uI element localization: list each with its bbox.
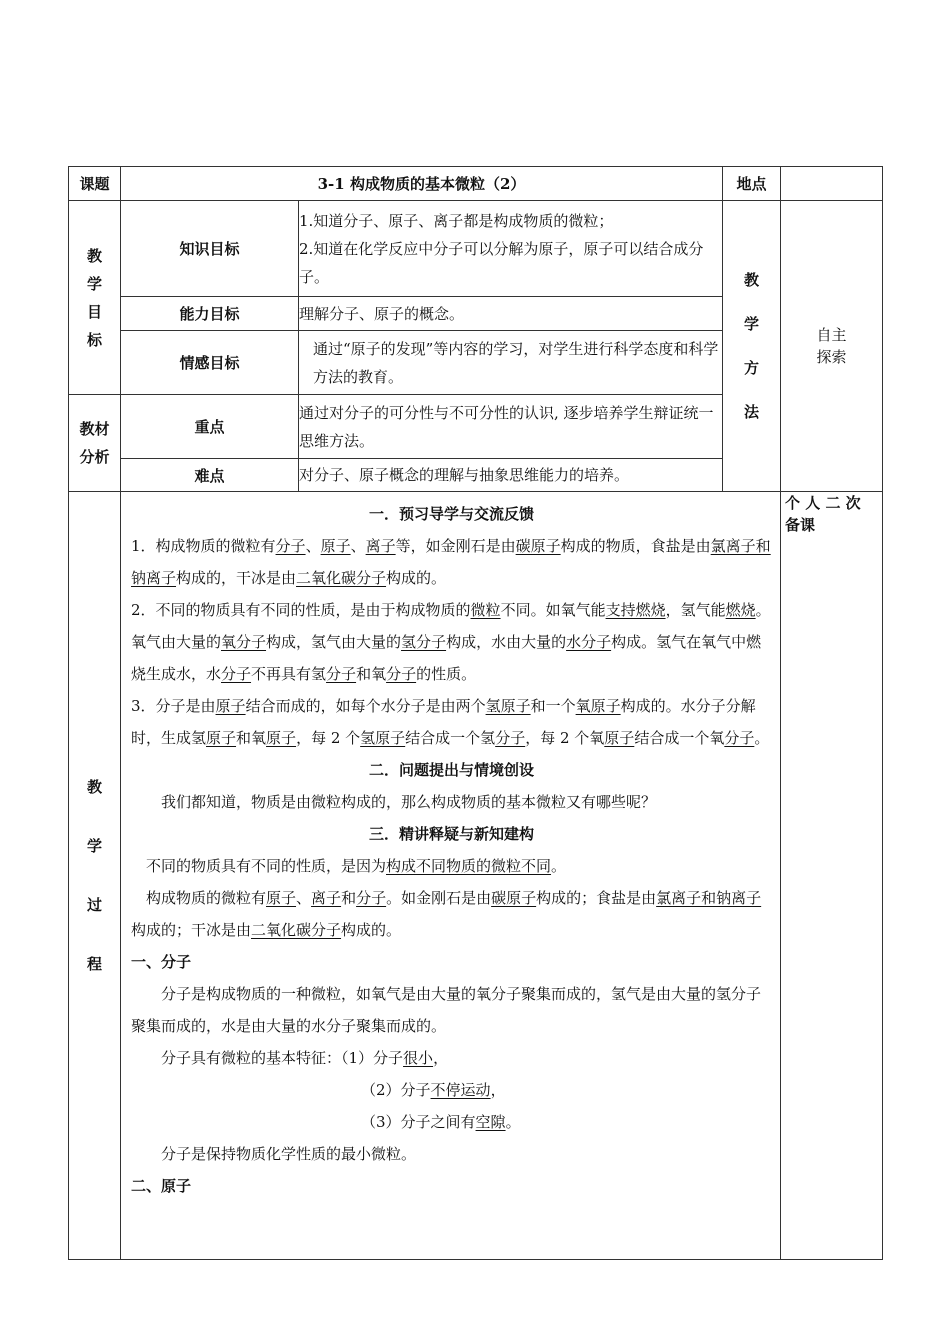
knowledge-text bbox=[299, 201, 723, 297]
key-label: 重点 bbox=[121, 395, 299, 459]
objectives-section-label bbox=[69, 201, 121, 395]
place-label: 地点 bbox=[723, 167, 781, 201]
molecule-definition: 分子是保持物质化学性质的最小微粒。 bbox=[161, 1145, 417, 1163]
knowledge-label: 知识目标 bbox=[121, 201, 299, 297]
topic-label: 课题 bbox=[69, 167, 121, 201]
process-row bbox=[69, 492, 883, 1260]
key-text: 通过对分子的可分性与不可分性的认识, 逐步培养学生辩证统一思维方法。 bbox=[299, 395, 723, 459]
difficult-label: 难点 bbox=[121, 459, 299, 492]
topic-value: 3-1 构成物质的基本微粒（2） bbox=[121, 167, 723, 201]
process-content bbox=[121, 492, 781, 1260]
method-value bbox=[781, 201, 883, 492]
personal-prep-text: 个 人 二 次 备课 bbox=[785, 494, 861, 534]
knowledge-row bbox=[69, 201, 883, 297]
heading-molecule: 一、分子 bbox=[131, 953, 192, 971]
section-1-title: 一．预习导学与交流反馈 bbox=[369, 505, 535, 523]
molecule-feature-1: 分子具有微粒的基本特征：（1）分子很小， bbox=[161, 1049, 449, 1067]
method-label bbox=[723, 201, 781, 492]
analysis-section-label bbox=[69, 395, 121, 492]
section-2-title: 二．问题提出与情境创设 bbox=[369, 761, 535, 779]
process-label bbox=[69, 492, 121, 1260]
molecule-feature-2: （2）分子不停运动， bbox=[361, 1081, 506, 1099]
place-value bbox=[781, 167, 883, 201]
method-value-text: 自主探索 bbox=[816, 326, 847, 366]
lesson-plan-table bbox=[68, 166, 883, 1260]
emotion-text: 通过“原子的发现”等内容的学习，对学生进行科学态度和科学方法的教育。 bbox=[299, 331, 723, 395]
preview-item-3: 3．分子是由原子结合而成的，如每个水分子是由两个氢原子和一个氧原子构成的。水分子分解时，生成氢原子和氧原子，每 2 个氢原子结合成一个氢分子，每 2 个氧原子结合成一个氧分子。 bbox=[131, 697, 770, 747]
header-row bbox=[69, 167, 883, 201]
preview-item-1: 1．构成物质的微粒有分子、原子、离子等，如金刚石是由碳原子构成的物质，食盐是由氯离子和钠离子构成的，干冰是由二氧化碳分子构成的。 bbox=[131, 537, 771, 587]
personal-prep-label bbox=[781, 492, 883, 1260]
ability-label: 能力目标 bbox=[121, 297, 299, 331]
section-3-title: 三．精讲释疑与新知建构 bbox=[369, 825, 535, 843]
section-3-para-1: 不同的物质具有不同的性质，是因为构成不同物质的微粒不同。 bbox=[146, 857, 567, 875]
section-2-text: 我们都知道，物质是由微粒构成的，那么构成物质的基本微粒又有哪些呢？ bbox=[161, 793, 657, 811]
molecule-feature-3: （3）分子之间有空隙。 bbox=[361, 1113, 521, 1131]
heading-atom: 二、原子 bbox=[131, 1177, 192, 1195]
knowledge-item-1: 1.知道分子、原子、离子都是构成物质的微粒； bbox=[299, 211, 614, 230]
process-label-text: 教学过程 bbox=[86, 777, 102, 973]
ability-text: 理解分子、原子的概念。 bbox=[299, 297, 723, 331]
objectives-section-text: 教学目标 bbox=[86, 246, 102, 349]
difficult-text: 对分子、原子概念的理解与抽象思维能力的培养。 bbox=[299, 459, 723, 492]
preview-item-2: 2．不同的物质具有不同的性质，是由于构成物质的微粒不同。如氧气能支持燃烧，氢气能燃烧。氧气由大量的氧分子构成，氢气由大量的氢分子构成，水由大量的水分子构成。氢气在氧气中燃烧生成水，水分子不再具有氢分子和氧分子的性质。 bbox=[131, 601, 771, 683]
section-3-para-2: 构成物质的微粒有原子、离子和分子。如金刚石是由碳原子构成的；食盐是由氯离子和钠离子构成的；干冰是由二氧化碳分子构成的。 bbox=[131, 889, 762, 939]
analysis-section-text: 教材分析 bbox=[79, 420, 110, 466]
knowledge-item-2: 2.知道在化学反应中分子可以分解为原子，原子可以结合成分子。 bbox=[299, 239, 704, 286]
method-label-text: 教学方法 bbox=[744, 271, 760, 421]
emotion-label: 情感目标 bbox=[121, 331, 299, 395]
molecule-para-1: 分子是构成物质的一种微粒，如氧气是由大量的氧分子聚集而成的，氢气是由大量的氢分子聚集而成的，水是由大量的水分子聚集而成的。 bbox=[131, 985, 762, 1035]
